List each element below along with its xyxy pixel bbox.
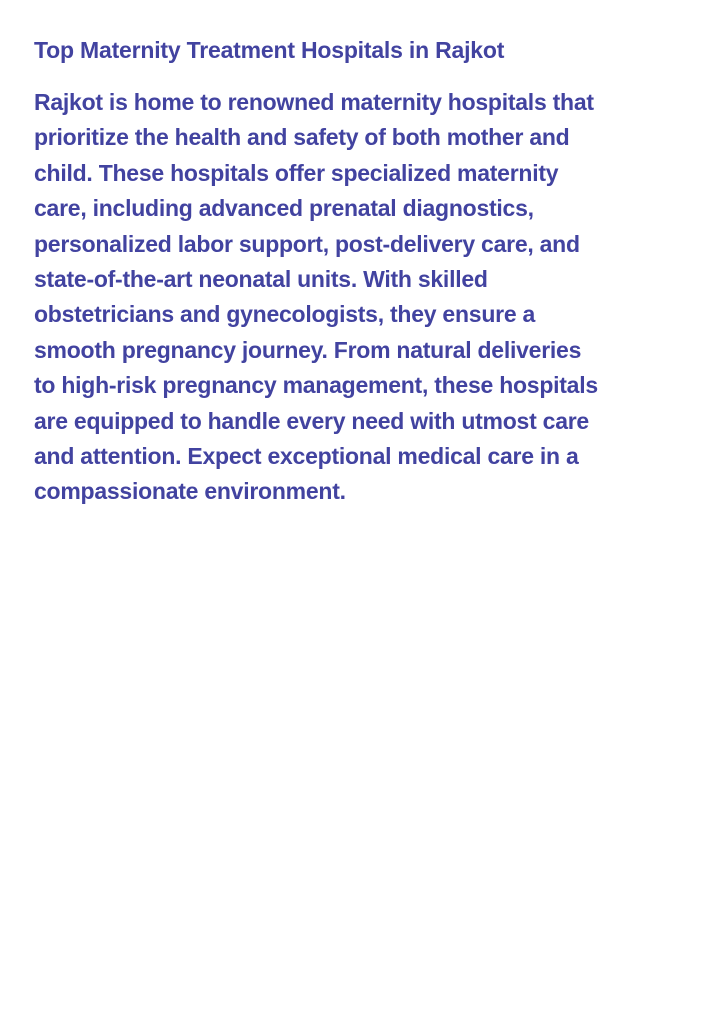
paragraph-line: prioritize the health and safety of both mother and bbox=[34, 124, 570, 151]
paragraph-line: smooth pregnancy journey. From natural deliveries bbox=[34, 336, 582, 363]
paragraph-line: child. These hospitals offer specialized maternity bbox=[34, 159, 559, 186]
paragraph-line: compassionate environment. bbox=[34, 478, 346, 505]
body-paragraph bbox=[34, 85, 694, 510]
paragraph-line: care, including advanced prenatal diagnostics, bbox=[34, 195, 534, 222]
paragraph-line: and attention. Expect exceptional medical care in a bbox=[34, 443, 579, 470]
paragraph-line: Rajkot is home to renowned maternity hospitals that bbox=[34, 89, 594, 115]
paragraph-line: obstetricians and gynecologists, they ensure a bbox=[34, 301, 536, 328]
paragraph-line: are equipped to handle every need with utmost care bbox=[34, 407, 589, 434]
paragraph-line: state-of-the-art neonatal units. With skilled bbox=[34, 266, 488, 293]
paragraph-line: personalized labor support, post-delivery care, and bbox=[34, 230, 580, 257]
page-title: Top Maternity Treatment Hospitals in Rajkot bbox=[34, 37, 505, 63]
paragraph-line: to high-risk pregnancy management, these hospitals bbox=[34, 372, 598, 399]
